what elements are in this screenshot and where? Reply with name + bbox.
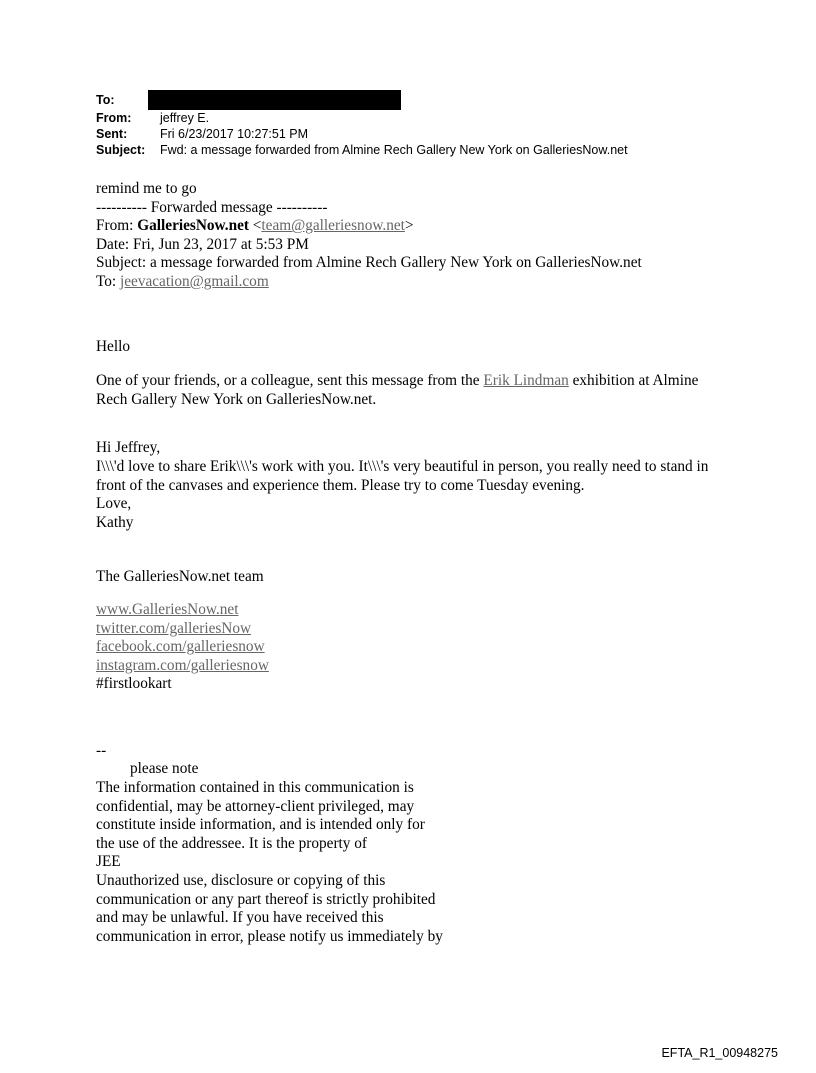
fwd-from-prefix: From: [96,217,138,235]
para1-before: One of your friends, or a colleague, sent this message from the [96,372,484,390]
please-note: please note [130,760,199,778]
spacer [96,356,722,372]
header-row-to [96,90,722,110]
from-value: jeffrey E. [160,111,210,125]
para1-after: exhibition at Almine Rech Gallery New York on GalleriesNow.net. [96,372,699,408]
forwarded-from-line [96,217,722,236]
spacer [96,532,722,568]
fwd-to-email-link[interactable]: jeevacation@gmail.com [120,272,269,290]
fwd-from-email-link[interactable]: team@galleriesnow.net [261,217,405,235]
fwd-to-prefix: To: [96,272,120,290]
disclaimer-line: confidential, may be attorney-client privileged, may [96,797,415,815]
subject-value: Fwd: a message forwarded from Almine Rech Gallery New York on GalleriesNow.net [160,143,628,157]
email-header [96,90,722,158]
hashtag: #firstlookart [96,675,172,693]
erik-lindman-link[interactable]: Erik Lindman [483,372,569,390]
message-greeting: Hi Jeffrey, [96,439,161,457]
to-label: To: [96,93,115,107]
disclaimer-line: communication in error, please notify us immediately by [96,927,443,945]
disclaimer-line: Unauthorized use, disclosure or copying of this [96,872,386,890]
disclaimer-line: the use of the addressee. It is the property of [96,834,368,852]
header-row-subject [96,142,722,158]
forwarded-to-line [96,273,722,292]
paragraph-friends [96,372,722,409]
intro-note: remind me to go [96,180,197,197]
spacer [96,694,722,742]
disclaimer-line: JEE [96,853,121,871]
email-body [96,180,722,946]
fwd-from-name: GalleriesNow.net [137,217,249,235]
facebook-link[interactable]: facebook.com/galleriesnow [96,638,265,656]
forwarded-subject-line: Subject: a message forwarded from Almine Rech Gallery New York on GalleriesNow.net [96,254,642,272]
spacer [96,587,722,601]
disclaimer-line: constitute inside information, and is intended only for [96,816,425,834]
twitter-link[interactable]: twitter.com/galleriesNow [96,619,252,637]
from-label: From: [96,111,132,125]
greeting: Hello [96,337,130,355]
galleriesnow-website-link[interactable]: www.GalleriesNow.net [96,600,239,618]
header-row-sent [96,126,722,142]
message-body: I\\\'d love to share Erik\\\'s work with you. It\\\'s very beautiful in person, you really need to stand in front of the canvases and experience them. Please try to come Tuesday evening. [96,457,709,494]
disclaimer-block [96,779,722,946]
team-line: The GalleriesNow.net team [96,568,264,586]
forwarded-date-line: Date: Fri, Jun 23, 2017 at 5:53 PM [96,235,309,253]
subject-label: Subject: [96,143,146,157]
signature-dashes: -- [96,741,107,759]
fwd-from-lt: < [248,217,262,235]
fwd-from-gt: > [404,217,414,235]
message-love: Love, [96,495,132,513]
instagram-link[interactable]: instagram.com/galleriesnow [96,656,269,674]
redaction-bar [148,90,401,110]
forwarded-separator: ---------- Forwarded message ---------- [96,198,328,216]
message-signature-name: Kathy [96,513,134,531]
spacer [96,409,722,439]
disclaimer-line: communication or any part thereof is strictly prohibited [96,890,436,908]
sent-value: Fri 6/23/2017 10:27:51 PM [160,127,309,141]
spacer [96,292,722,338]
disclaimer-line: and may be unlawful. If you have received this [96,909,384,927]
sent-label: Sent: [96,127,128,141]
bates-number: EFTA_R1_00948275 [661,1046,778,1060]
header-row-from [96,110,722,126]
disclaimer-line: The information contained in this communication is [96,779,414,797]
